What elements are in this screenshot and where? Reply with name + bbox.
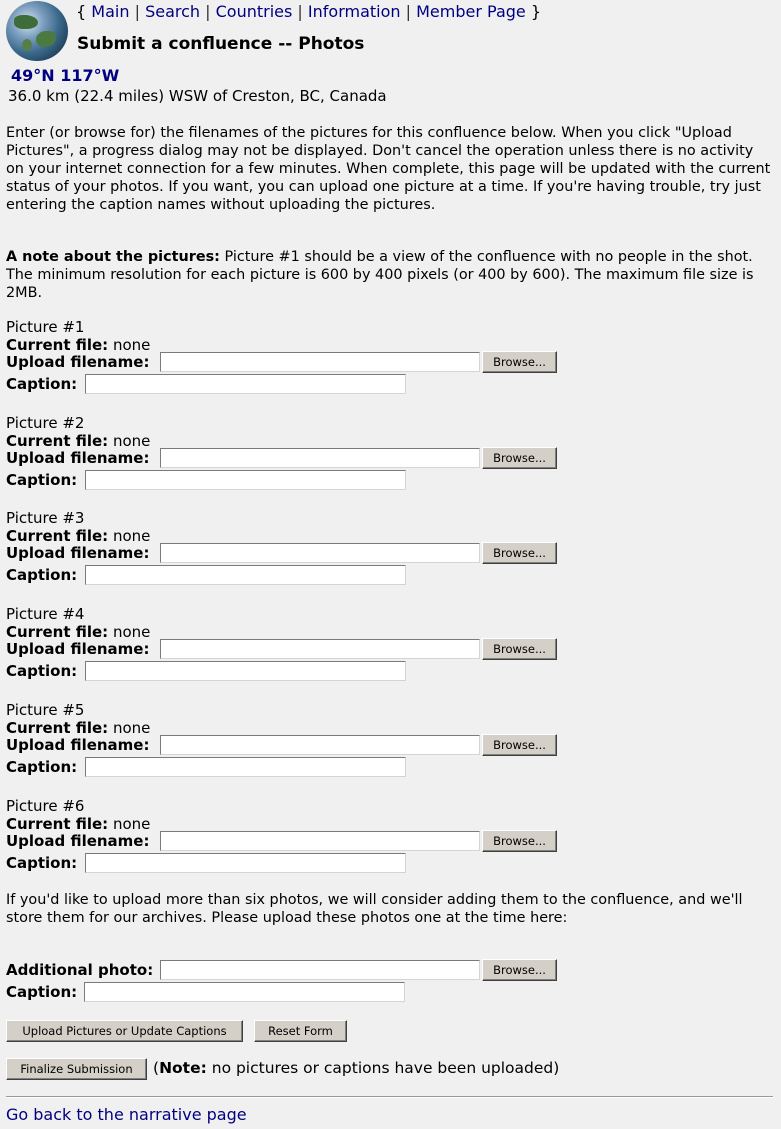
caption-label: Caption: — [6, 758, 78, 776]
picture-block-5 — [6, 700, 776, 776]
instructions-paragraph: Enter (or browse for) the filenames of the pictures for this confluence below. When you click "Upload Pictures", a progress dialog may not be displayed. Don't cancel the operation unless there is no activity on your internet connection for a few minutes. When complete, this page will be updated with the current status of your photos. If you want, you can upload one picture at a time. If you're having trouble, try just entering the caption names without uploading the pictures. — [6, 125, 771, 213]
current-file-value: none — [108, 527, 151, 545]
current-file-value: none — [108, 432, 151, 450]
nav-close-brace: } — [530, 2, 542, 21]
current-file-label: Current file: — [6, 432, 109, 450]
caption-input[interactable] — [85, 661, 406, 681]
nav-separator: | — [297, 2, 303, 21]
upload-filename-row — [6, 352, 776, 374]
caption-input[interactable] — [85, 853, 406, 873]
picture-title: Picture #6 — [6, 797, 85, 815]
confluence-location: 36.0 km (22.4 miles) WSW of Creston, BC, Canada — [8, 87, 387, 105]
caption-input[interactable] — [85, 565, 406, 585]
picture-title: Picture #4 — [6, 605, 85, 623]
nav-separator: | — [405, 2, 412, 21]
caption-label: Caption: — [6, 662, 78, 680]
nav-separator: | — [134, 2, 140, 21]
divider — [6, 1096, 773, 1098]
confluence-coordinates: 49°N 117°W — [11, 66, 120, 85]
upload-filename-label: Upload filename: — [6, 736, 150, 754]
caption-input[interactable] — [85, 470, 406, 490]
picture-block-6 — [6, 796, 776, 872]
current-file-label: Current file: — [6, 719, 109, 737]
caption-row — [6, 374, 776, 396]
current-file-label: Current file: — [6, 815, 109, 833]
page-title: Submit a confluence -- Photos — [77, 34, 365, 54]
caption-input[interactable] — [85, 757, 406, 777]
picture-title: Picture #5 — [6, 701, 85, 719]
additional-photo-label: Additional photo: — [6, 961, 154, 979]
picture-note-label: A note about the pictures: — [6, 249, 220, 265]
additional-browse-button[interactable]: Browse... — [482, 959, 557, 981]
additional-photo-input[interactable] — [160, 960, 480, 980]
upload-filename-input[interactable] — [160, 831, 480, 851]
current-file-label: Current file: — [6, 336, 109, 354]
reset-form-button[interactable]: Reset Form — [254, 1020, 347, 1042]
nav-open-brace: { — [76, 2, 87, 21]
caption-row — [6, 853, 776, 875]
upload-filename-row — [6, 831, 776, 853]
nav-link-main[interactable]: Main — [91, 2, 130, 21]
picture-note — [6, 248, 774, 302]
upload-status-note — [153, 1058, 559, 1078]
caption-row — [6, 757, 776, 779]
upload-filename-input[interactable] — [160, 639, 480, 659]
current-file-label: Current file: — [6, 527, 109, 545]
current-file-value: none — [108, 815, 151, 833]
upload-filename-label: Upload filename: — [6, 832, 150, 850]
current-file-value: none — [108, 719, 151, 737]
additional-caption-input[interactable] — [84, 982, 405, 1002]
additional-photos-intro: If you'd like to upload more than six photos, we will consider adding them to the confluence, and we'll store them for our archives. Please upload these photos one at the time here: — [6, 892, 743, 926]
current-file-value: none — [108, 623, 151, 641]
nav-link-member-page[interactable]: Member Page — [416, 2, 526, 21]
upload-filename-row — [6, 639, 776, 661]
picture-block-2 — [6, 413, 776, 489]
upload-status-text: no pictures or captions have been uploaded) — [206, 1059, 560, 1077]
current-file-value: none — [108, 336, 151, 354]
upload-filename-row — [6, 543, 776, 565]
caption-input[interactable] — [85, 374, 406, 394]
upload-filename-input[interactable] — [160, 543, 480, 563]
upload-filename-row — [6, 735, 776, 757]
upload-filename-label: Upload filename: — [6, 640, 150, 658]
upload-filename-row — [6, 448, 776, 470]
picture-block-4 — [6, 604, 776, 680]
picture-title: Picture #2 — [6, 414, 85, 432]
picture-title: Picture #3 — [6, 509, 85, 527]
back-to-narrative-link[interactable]: Go back to the narrative page — [6, 1105, 247, 1124]
header — [6, 0, 776, 62]
upload-filename-input[interactable] — [160, 448, 480, 468]
additional-photo-block — [6, 960, 776, 1004]
picture-block-3 — [6, 508, 776, 584]
nav-link-search[interactable]: Search — [145, 2, 201, 21]
caption-label: Caption: — [6, 566, 78, 584]
upload-filename-input[interactable] — [160, 735, 480, 755]
picture-note-text: Picture #1 should be a view of the confluence with no people in the shot. The minimum resolution for each picture is 600 by 400 pixels (or 400 by 600). The maximum file size is 2MB. — [6, 249, 754, 301]
browse-button[interactable]: Browse... — [482, 830, 557, 852]
upload-status-label: Note: — [159, 1059, 207, 1077]
browse-button[interactable]: Browse... — [482, 734, 557, 756]
caption-row — [6, 470, 776, 492]
caption-label: Caption: — [6, 471, 78, 489]
upload-filename-input[interactable] — [160, 352, 480, 372]
top-nav — [76, 2, 541, 22]
nav-separator: | — [205, 2, 211, 21]
browse-button[interactable]: Browse... — [482, 447, 557, 469]
caption-row — [6, 565, 776, 587]
browse-button[interactable]: Browse... — [482, 638, 557, 660]
additional-caption-row — [6, 982, 776, 1004]
picture-block-1 — [6, 317, 776, 393]
picture-title: Picture #1 — [6, 318, 85, 336]
upload-filename-label: Upload filename: — [6, 544, 150, 562]
browse-button[interactable]: Browse... — [482, 542, 557, 564]
upload-filename-label: Upload filename: — [6, 449, 150, 467]
browse-button[interactable]: Browse... — [482, 351, 557, 373]
nav-link-countries[interactable]: Countries — [215, 2, 293, 21]
upload-status-open: ( — [153, 1059, 160, 1077]
current-file-label: Current file: — [6, 623, 109, 641]
upload-filename-label: Upload filename: — [6, 353, 150, 371]
nav-link-information[interactable]: Information — [307, 2, 401, 21]
additional-photo-row — [6, 960, 776, 982]
caption-row — [6, 661, 776, 683]
upload-pictures-button[interactable]: Upload Pictures or Update Captions — [6, 1020, 243, 1042]
finalize-submission-button[interactable]: Finalize Submission — [6, 1058, 147, 1080]
additional-caption-label: Caption: — [6, 983, 78, 1001]
globe-icon[interactable] — [6, 1, 68, 61]
caption-label: Caption: — [6, 375, 78, 393]
caption-label: Caption: — [6, 854, 78, 872]
